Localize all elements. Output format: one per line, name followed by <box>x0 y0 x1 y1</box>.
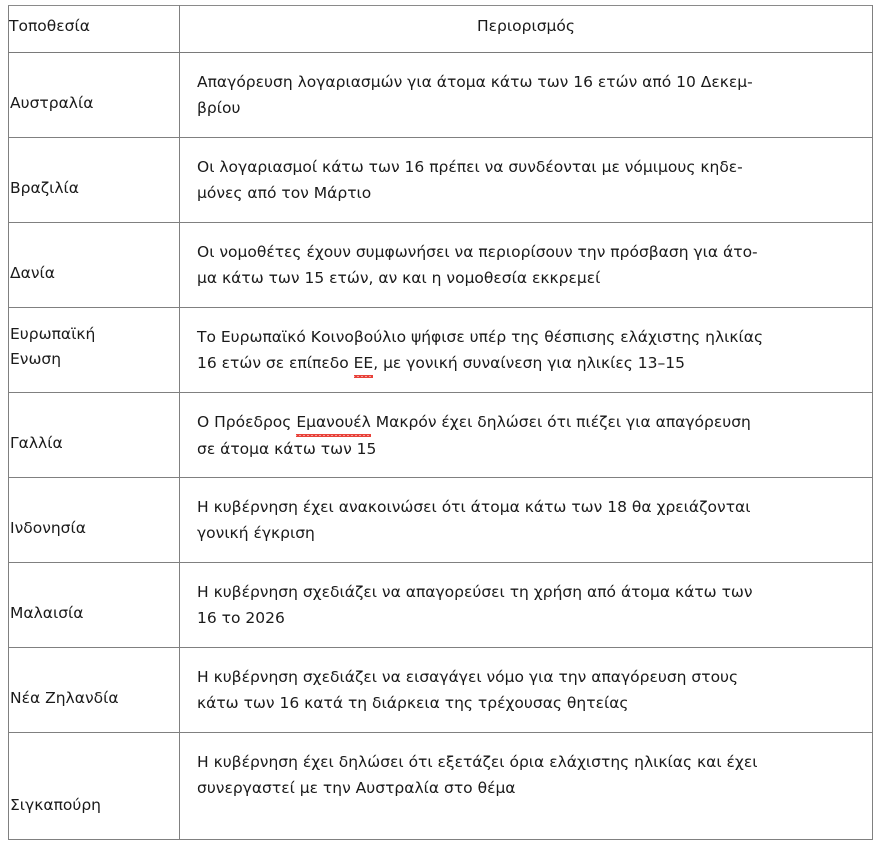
table-body <box>9 53 873 840</box>
restriction-line: Η κυβέρνηση σχεδιάζει να εισαγάγει νόμο για την απαγόρευση στους <box>197 668 739 686</box>
spellcheck-underline: ΕΕ <box>354 350 374 377</box>
cell-restriction <box>180 138 873 223</box>
cell-location <box>9 733 180 840</box>
cell-location <box>9 393 180 478</box>
location-label: Δανία <box>10 264 55 282</box>
table-header <box>9 6 873 53</box>
cell-restriction <box>180 563 873 648</box>
location-label: Μαλαισία <box>10 604 84 622</box>
restriction-line: Ο Πρόεδρος Εμανουέλ Μακρόν έχει δηλώσει ότι πιέζει για απαγόρευση <box>197 409 858 436</box>
column-header-restriction: Περιορισμός <box>180 6 873 53</box>
location-label: Βραζιλία <box>10 179 80 197</box>
location-label: Γαλλία <box>10 434 63 452</box>
table-row <box>9 53 873 138</box>
cell-location <box>9 308 180 393</box>
cell-restriction <box>180 478 873 563</box>
table-row <box>9 223 873 308</box>
cell-location <box>9 223 180 308</box>
restrictions-table <box>8 5 873 840</box>
cell-location <box>9 138 180 223</box>
location-label: Ευρωπαϊκή Ενωση <box>10 325 96 368</box>
restriction-line: Οι νομοθέτες έχουν συμφωνήσει να περιορίσουν την πρόσβαση για άτο- <box>197 243 758 261</box>
restriction-line: κάτω των 16 κατά τη διάρκεια της τρέχουσας θητείας <box>197 694 629 712</box>
table-row <box>9 308 873 393</box>
table-row <box>9 733 873 840</box>
cell-location <box>9 648 180 733</box>
cell-restriction <box>180 53 873 138</box>
restriction-line: Το Ευρωπαϊκό Κοινοβούλιο ψήφισε υπέρ της θέσπισης ελάχιστης ηλικίας <box>197 328 764 346</box>
table-header-row <box>9 6 873 53</box>
restriction-line: βρίου <box>197 99 241 117</box>
restriction-line: σε άτομα κάτω των 15 <box>197 440 377 458</box>
location-label: Αυστραλία <box>10 94 94 112</box>
cell-location <box>9 478 180 563</box>
restriction-line: Η κυβέρνηση έχει ανακοινώσει ότι άτομα κάτω των 18 θα χρειάζονται <box>197 498 751 516</box>
restriction-line: γονική έγκριση <box>197 524 315 542</box>
cell-location <box>9 563 180 648</box>
table-row <box>9 138 873 223</box>
restriction-line: Απαγόρευση λογαριασμών για άτομα κάτω των 16 ετών από 10 Δεκεμ- <box>197 73 753 91</box>
cell-location <box>9 53 180 138</box>
restriction-line: συνεργαστεί με την Αυστραλία στο θέμα <box>197 779 516 797</box>
cell-restriction <box>180 733 873 840</box>
cell-restriction <box>180 648 873 733</box>
column-header-location: Τοποθεσία <box>9 6 180 53</box>
table-row <box>9 648 873 733</box>
restriction-line: Η κυβέρνηση σχεδιάζει να απαγορεύσει τη χρήση από άτομα κάτω των <box>197 583 753 601</box>
cell-restriction <box>180 393 873 478</box>
spellcheck-underline: Εμανουέλ <box>296 409 371 436</box>
restriction-line: Οι λογαριασμοί κάτω των 16 πρέπει να συνδέονται με νόμιμους κηδε- <box>197 158 743 176</box>
location-label: Ινδονησία <box>10 519 86 537</box>
restriction-line: μα κάτω των 15 ετών, αν και η νομοθεσία εκκρεμεί <box>197 269 601 287</box>
restriction-line: 16 ετών σε επίπεδο ΕΕ, με γονική συναίνεση για ηλικίες 13–15 <box>197 350 858 377</box>
cell-restriction <box>180 223 873 308</box>
table-row <box>9 393 873 478</box>
cell-restriction <box>180 308 873 393</box>
restriction-line: μόνες από τον Μάρτιο <box>197 184 372 202</box>
restriction-line: 16 το 2026 <box>197 609 285 627</box>
location-label: Νέα Ζηλανδία <box>10 689 119 707</box>
restriction-line: Η κυβέρνηση έχει δηλώσει ότι εξετάζει όρια ελάχιστης ηλικίας και έχει <box>197 753 758 771</box>
table-row <box>9 563 873 648</box>
table-row <box>9 478 873 563</box>
location-label: Σιγκαπούρη <box>10 796 102 814</box>
